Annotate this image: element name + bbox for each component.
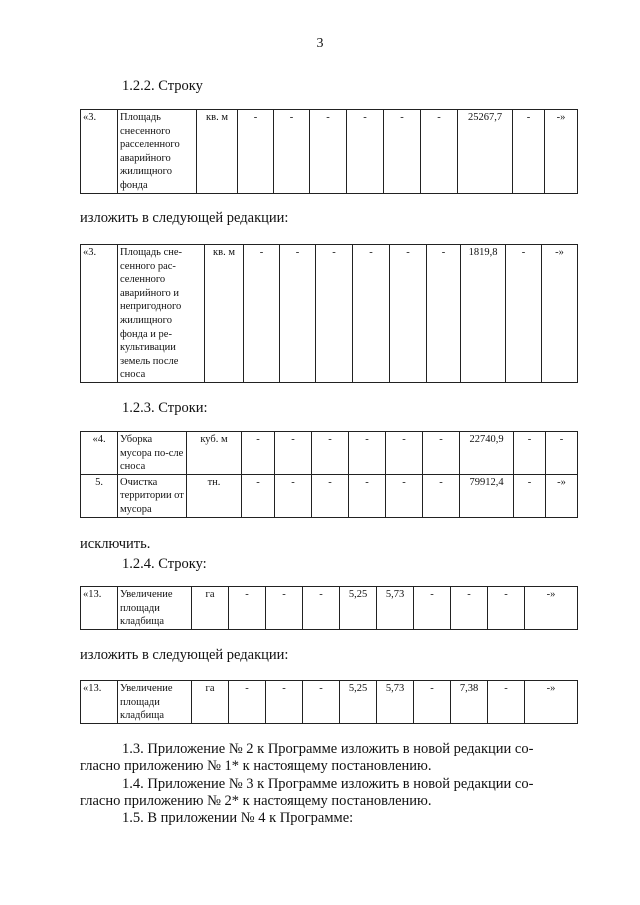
cell-value: 25267,7 (458, 110, 513, 194)
cell-number: «13. (81, 681, 118, 724)
cell-value: - (427, 245, 461, 383)
cell-value: 5,73 (377, 681, 414, 724)
cell-number: «4. (81, 432, 118, 475)
cell-value: 5,25 (340, 681, 377, 724)
cell-value: - (414, 681, 451, 724)
cell-value: - (514, 432, 546, 475)
cell-value: - (347, 110, 384, 194)
table-row-old-3 (80, 109, 578, 194)
cell-value: - (546, 432, 578, 475)
cell-value: -» (545, 110, 578, 194)
heading-1-2-4: 1.2.4. Строку: (122, 556, 207, 572)
cell-value: - (506, 245, 542, 383)
cell-unit: кв. м (197, 110, 238, 194)
cell-value: - (310, 110, 347, 194)
cell-value: -» (525, 587, 578, 630)
cell-value: - (266, 681, 303, 724)
cell-indicator: Очистка территории от мусора (118, 474, 187, 517)
cell-unit: га (192, 681, 229, 724)
cell-value: 5,25 (340, 587, 377, 630)
cell-value: - (275, 474, 312, 517)
cell-value: -» (546, 474, 578, 517)
exclude-text: исключить. (80, 536, 151, 552)
cell-value: - (414, 587, 451, 630)
cell-number: «13. (81, 587, 118, 630)
cell-value: - (312, 474, 349, 517)
cell-number: «3. (81, 245, 118, 383)
table-row (81, 432, 578, 475)
cell-value: - (303, 681, 340, 724)
cell-indicator: Уборка мусора по-сле сноса (118, 432, 187, 475)
cell-value: - (238, 110, 274, 194)
cell-value: 1819,8 (461, 245, 506, 383)
cell-number: «3. (81, 110, 118, 194)
cell-value: - (384, 110, 421, 194)
cell-value: - (229, 587, 266, 630)
paragraph-1-4-line-1: 1.4. Приложение № 3 к Программе изложить в новой редакции со- (122, 776, 534, 792)
cell-value: 79912,4 (460, 474, 514, 517)
cell-value: - (423, 474, 460, 517)
cell-unit: га (192, 587, 229, 630)
cell-value: - (349, 474, 386, 517)
cell-value: - (274, 110, 310, 194)
cell-indicator: Площадь снесенного расселенного аварийного жилищного фонда (118, 110, 197, 194)
heading-1-2-3: 1.2.3. Строки: (122, 400, 208, 416)
paragraph-1-3-line-2: гласно приложению № 1* к настоящему постановлению. (80, 758, 432, 774)
cell-value: - (349, 432, 386, 475)
cell-number: 5. (81, 474, 118, 517)
cell-value: - (488, 681, 525, 724)
cell-indicator: Увеличение площади кладбища (118, 587, 192, 630)
cell-indicator: Площадь сне-сенного рас-селенного аварийного и непригодного жилищного фонда и ре-культивации земель после сноса (118, 245, 205, 383)
cell-value: - (353, 245, 390, 383)
table-row-new-3 (80, 244, 578, 383)
cell-value: - (390, 245, 427, 383)
cell-indicator: Увеличение площади кладбища (118, 681, 192, 724)
cell-value: - (303, 587, 340, 630)
table-row-new-13 (80, 680, 578, 724)
cell-value: 5,73 (377, 587, 414, 630)
cell-value: - (312, 432, 349, 475)
cell-value: - (229, 681, 266, 724)
paragraph-1-3-line-1: 1.3. Приложение № 2 к Программе изложить в новой редакции со- (122, 741, 534, 757)
cell-value: - (386, 474, 423, 517)
cell-value: - (280, 245, 316, 383)
cell-value: - (386, 432, 423, 475)
heading-1-2-2: 1.2.2. Строку (122, 78, 203, 94)
cell-unit: куб. м (187, 432, 242, 475)
table-rows-4-5 (80, 431, 578, 518)
cell-value: - (451, 587, 488, 630)
paragraph-1-4-line-2: гласно приложению № 2* к настоящему постановлению. (80, 793, 432, 809)
cell-value: - (514, 474, 546, 517)
cell-value: - (275, 432, 312, 475)
replace-text-2: изложить в следующей редакции: (80, 647, 289, 663)
cell-value: -» (542, 245, 578, 383)
replace-text-1: изложить в следующей редакции: (80, 210, 289, 226)
cell-value: - (488, 587, 525, 630)
cell-value: - (242, 474, 275, 517)
cell-value: -» (525, 681, 578, 724)
cell-value: - (244, 245, 280, 383)
cell-unit: тн. (187, 474, 242, 517)
table-row (81, 474, 578, 517)
cell-value: - (266, 587, 303, 630)
table-row-old-13 (80, 586, 578, 630)
page-number: 3 (316, 36, 324, 51)
paragraph-1-5: 1.5. В приложении № 4 к Программе: (122, 810, 354, 826)
cell-value: - (421, 110, 458, 194)
cell-value: - (513, 110, 545, 194)
cell-unit: кв. м (205, 245, 244, 383)
cell-value: - (423, 432, 460, 475)
cell-value: 22740,9 (460, 432, 514, 475)
cell-value: - (242, 432, 275, 475)
cell-value: 7,38 (451, 681, 488, 724)
cell-value: - (316, 245, 353, 383)
